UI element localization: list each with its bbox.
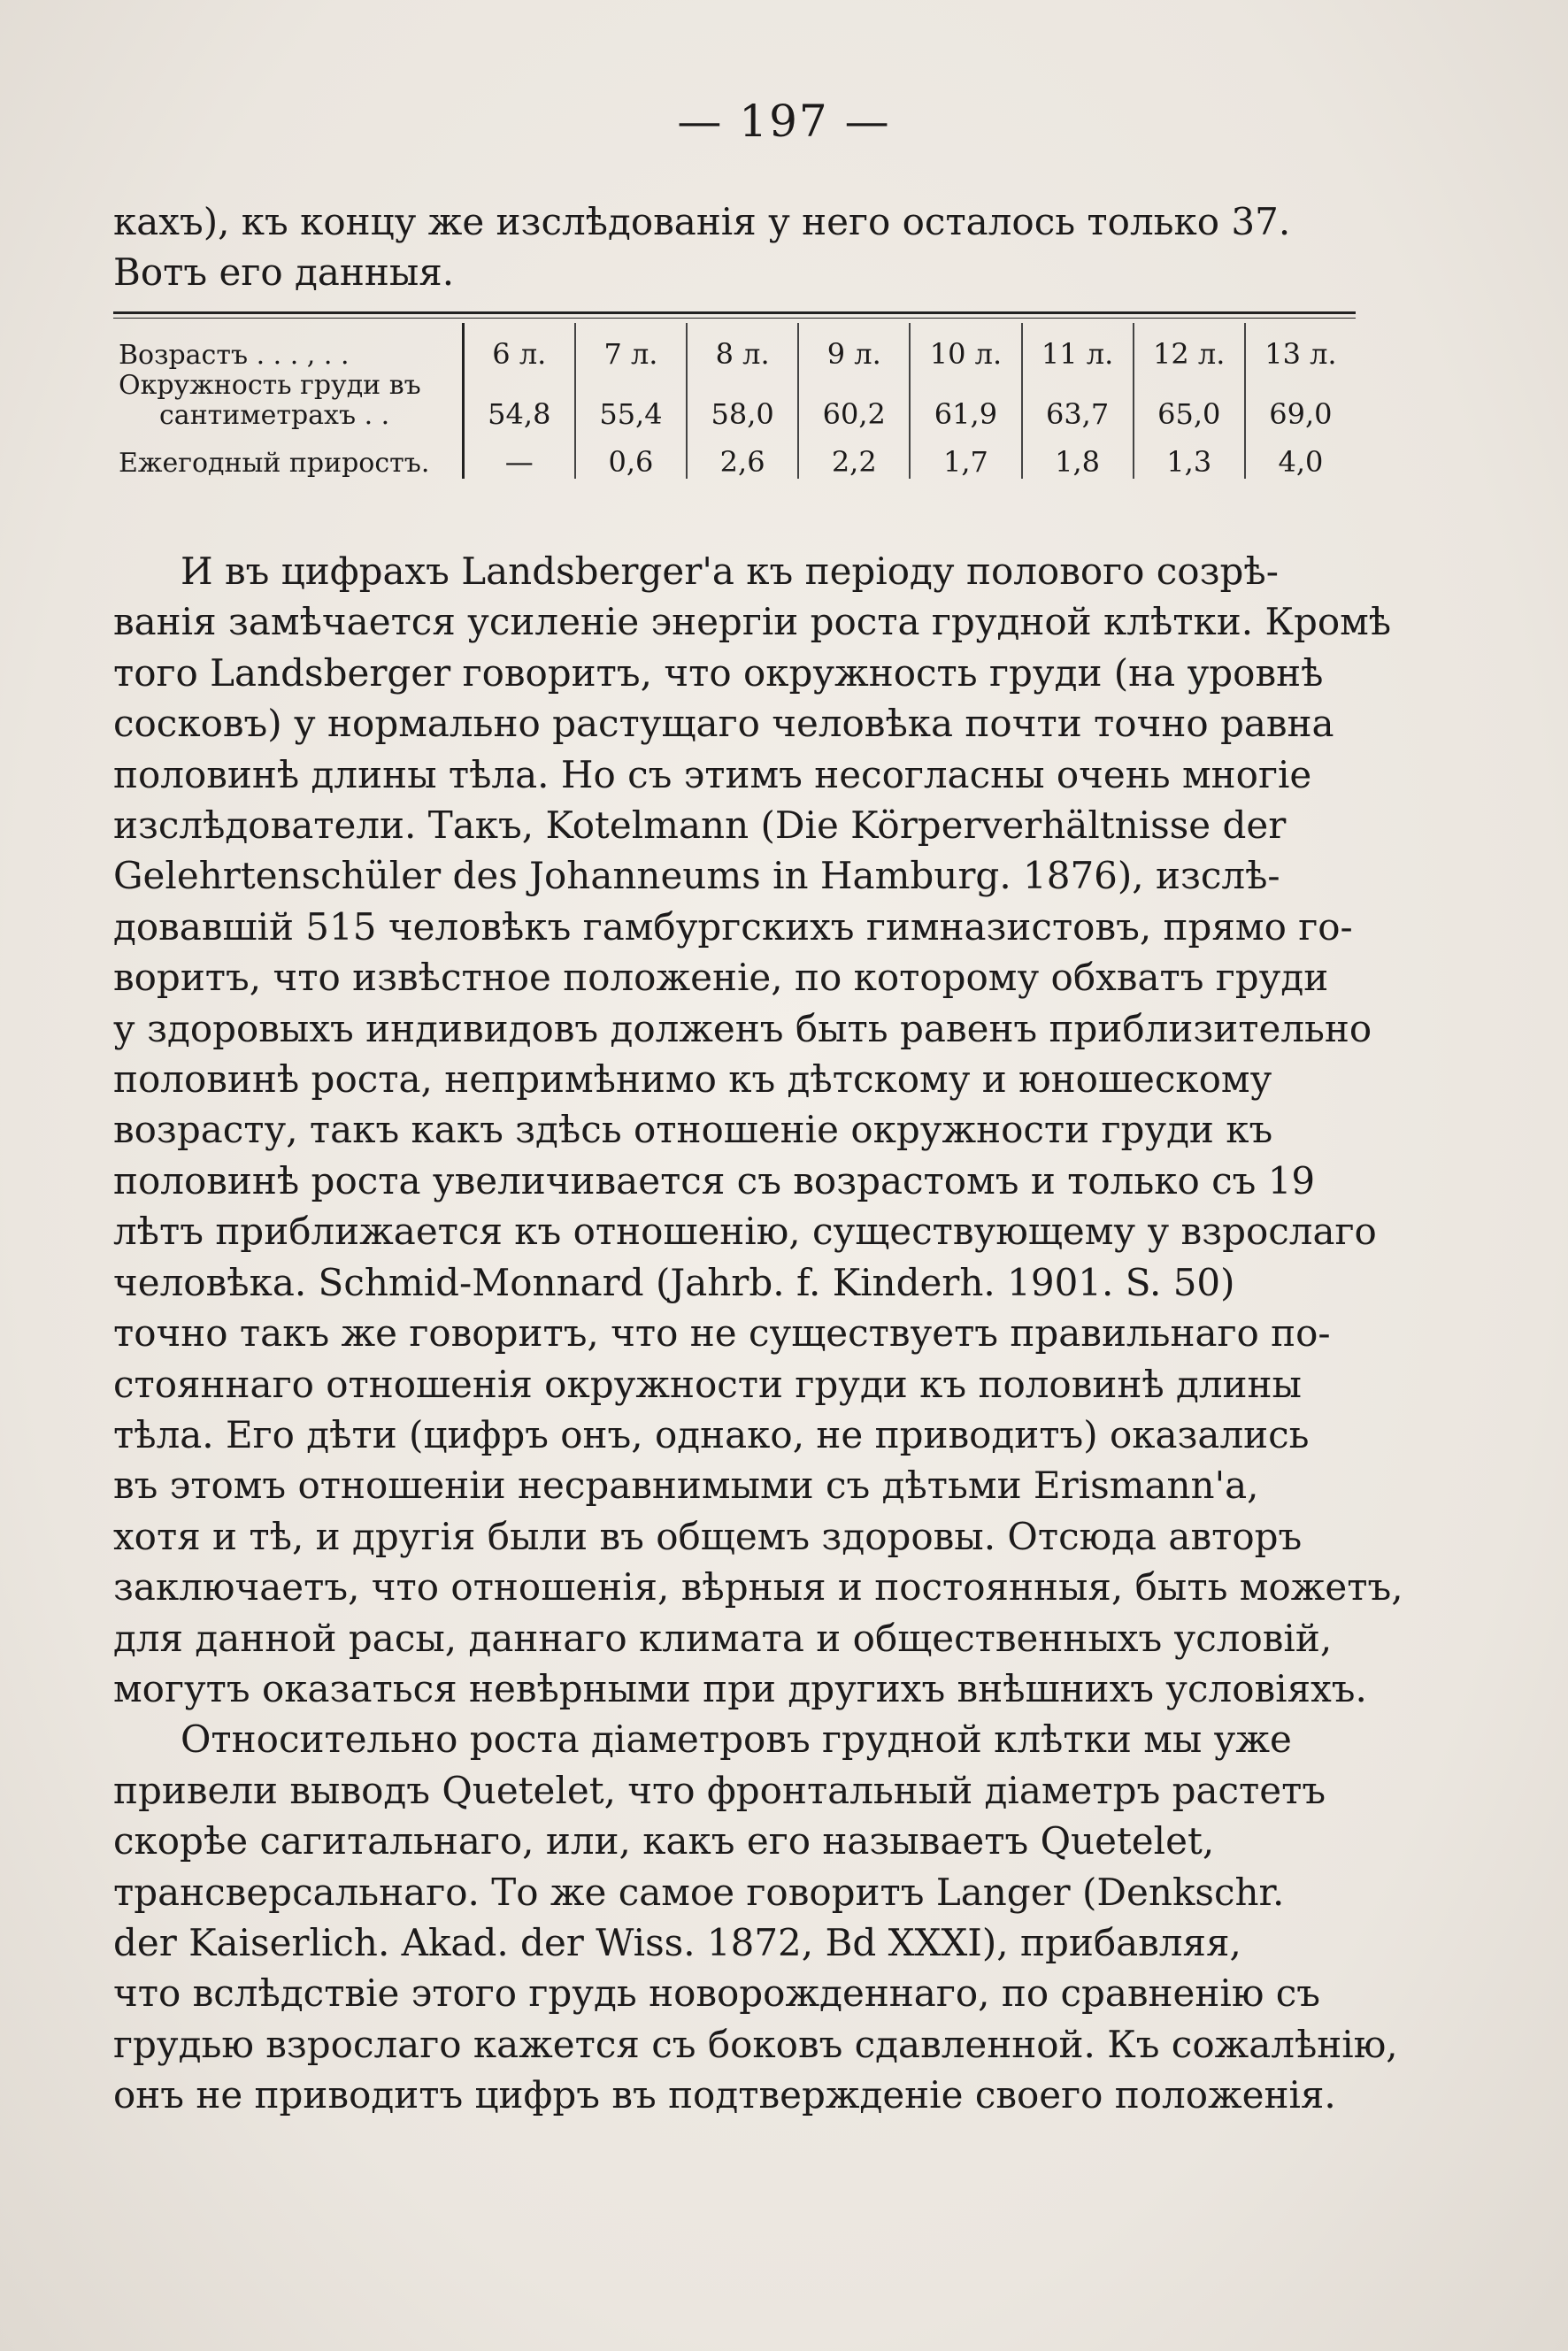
table-cell: 2,2 — [798, 431, 910, 479]
text-line: заключаетъ, что отношенія, вѣрныя и постоянныя, быть можетъ, — [113, 1565, 1403, 1610]
table-cell: 4,0 — [1245, 431, 1356, 479]
row-label: Возрастъ . . . , . . — [119, 340, 350, 371]
table-cell: — — [463, 431, 575, 479]
table-cell: 1,8 — [1022, 431, 1134, 479]
table-cell: 11 л. — [1022, 323, 1134, 371]
text-line: что вслѣдствіе этого грудь новорожденнаго, по сравненію съ — [113, 1971, 1320, 2016]
text-line: тѣла. Его дѣти (цифръ онъ, однако, не приводитъ) оказались — [113, 1412, 1310, 1456]
text-line: сосковъ) у нормально растущаго человѣка почти точно равна — [113, 702, 1334, 746]
text-line: лѣтъ приближается къ отношенію, существующему у взрослаго — [113, 1210, 1377, 1254]
table-cell: 61,9 — [910, 371, 1021, 431]
table-cell: 55,4 — [575, 371, 687, 431]
text-line: трансверсальнаго. То же самое говоритъ Langer (Denkschr. — [113, 1870, 1285, 1914]
text-line: у здоровыхъ индивидовъ долженъ быть равенъ приблизительно — [113, 1006, 1372, 1050]
text-line: могутъ оказаться невѣрными при другихъ внѣшнихъ условіяхъ. — [113, 1666, 1367, 1710]
table-cell: 1,3 — [1134, 431, 1245, 479]
table-cell: 10 л. — [910, 323, 1021, 371]
text-line: стояннаго отношенія окружности груди къ половинѣ длины — [113, 1362, 1302, 1406]
table-cell: 13 л. — [1245, 323, 1356, 371]
table-cell: 65,0 — [1134, 371, 1245, 431]
table-cell: 0,6 — [575, 431, 687, 479]
text-line: половинѣ длины тѣла. Но съ этимъ несогласны очень многіе — [113, 752, 1312, 796]
text-line: И въ цифрахъ Landsberger'а къ періоду полового созрѣ- — [181, 549, 1279, 593]
text-line: скорѣе сагитальнаго, или, какъ его называетъ Quetelet, — [113, 1819, 1215, 1863]
text-line: грудью взрослаго кажется съ боковъ сдавленной. Къ сожалѣнію, — [113, 2022, 1398, 2066]
text-line: половинѣ роста увеличивается съ возрастомъ и только съ 19 — [113, 1158, 1316, 1202]
text-line: ванія замѣчается усиленіе энергіи роста грудной клѣтки. Кромѣ — [113, 600, 1392, 644]
paragraph — [113, 546, 1403, 1714]
text-line: der Kaiserlich. Akad. der Wiss. 1872, Bd XXXI), прибавляя, — [113, 1920, 1241, 1964]
paragraph — [113, 1714, 1398, 2120]
text-line: довавшій 515 человѣкъ гамбургскихъ гимназистовъ, прямо го- — [113, 904, 1353, 949]
table-cell: 69,0 — [1245, 371, 1356, 431]
chest-circumference-table — [113, 311, 1356, 479]
text-line: Gelehrtenschüler des Johanneums in Hamburg. 1876), изслѣ- — [113, 854, 1280, 898]
table-cell: 6 л. — [463, 323, 575, 371]
table-cell: 1,7 — [910, 431, 1021, 479]
table-cell: 2,6 — [687, 431, 798, 479]
intro-text — [113, 196, 1356, 298]
text-line: онъ не приводитъ цифръ въ подтвержденіе своего положенія. — [113, 2073, 1336, 2117]
row-label: Ежегодный приростъ. — [119, 448, 430, 479]
text-line: въ этомъ отношеніи несравнимыми съ дѣтьми Erismann'а, — [113, 1464, 1259, 1508]
text-line: половинѣ роста, непримѣнимо къ дѣтскому и юношескому — [113, 1057, 1272, 1102]
text-line: того Landsberger говоритъ, что окружность груди (на уровнѣ — [113, 650, 1324, 695]
text-line: Вотъ его данныя. — [113, 250, 455, 295]
table-cell: 63,7 — [1022, 371, 1134, 431]
table-cell: 60,2 — [798, 371, 910, 431]
table-cell: 7 л. — [575, 323, 687, 371]
table-row-increment — [113, 431, 1356, 479]
table-cell: 8 л. — [687, 323, 798, 371]
row-label — [113, 371, 463, 431]
text-line: воритъ, что извѣстное положеніе, по которому обхватъ груди — [113, 956, 1329, 1000]
text-line: изслѣдователи. Такъ, Kotelmann (Die Körperverhältnisse der — [113, 803, 1287, 848]
page-number: — 197 — — [677, 96, 891, 147]
row-label-line: Окружность груди въ — [119, 370, 421, 401]
text-line: для данной расы, даннаго климата и общественныхъ условій, — [113, 1616, 1333, 1660]
table-cell: 12 л. — [1134, 323, 1245, 371]
text-line: точно такъ же говоритъ, что не существуетъ правильнаго по- — [113, 1311, 1331, 1356]
text-line: кахъ), къ концу же изслѣдованія у него осталось только 37. — [113, 200, 1291, 243]
text-line: хотя и тѣ, и другія были въ общемъ здоровы. Отсюда авторъ — [113, 1514, 1303, 1558]
text-line: привели выводъ Quetelet, что фронтальный діаметръ растетъ — [113, 1768, 1326, 1812]
table-cell: 58,0 — [687, 371, 798, 431]
text-line: Относительно роста діаметровъ грудной клѣтки мы уже — [181, 1717, 1292, 1762]
table-row-age — [113, 323, 1356, 371]
text-line: возрасту, такъ какъ здѣсь отношеніе окружности груди къ — [113, 1108, 1273, 1152]
main-text — [113, 546, 1403, 2121]
row-label-line: сантиметрахъ . . — [159, 400, 390, 431]
table-row-circumference — [113, 371, 1356, 431]
text-line: человѣка. Schmid-Monnard (Jahrb. f. Kinderh. 1901. S. 50) — [113, 1260, 1235, 1304]
table-cell: 9 л. — [798, 323, 910, 371]
table-cell: 54,8 — [463, 371, 575, 431]
